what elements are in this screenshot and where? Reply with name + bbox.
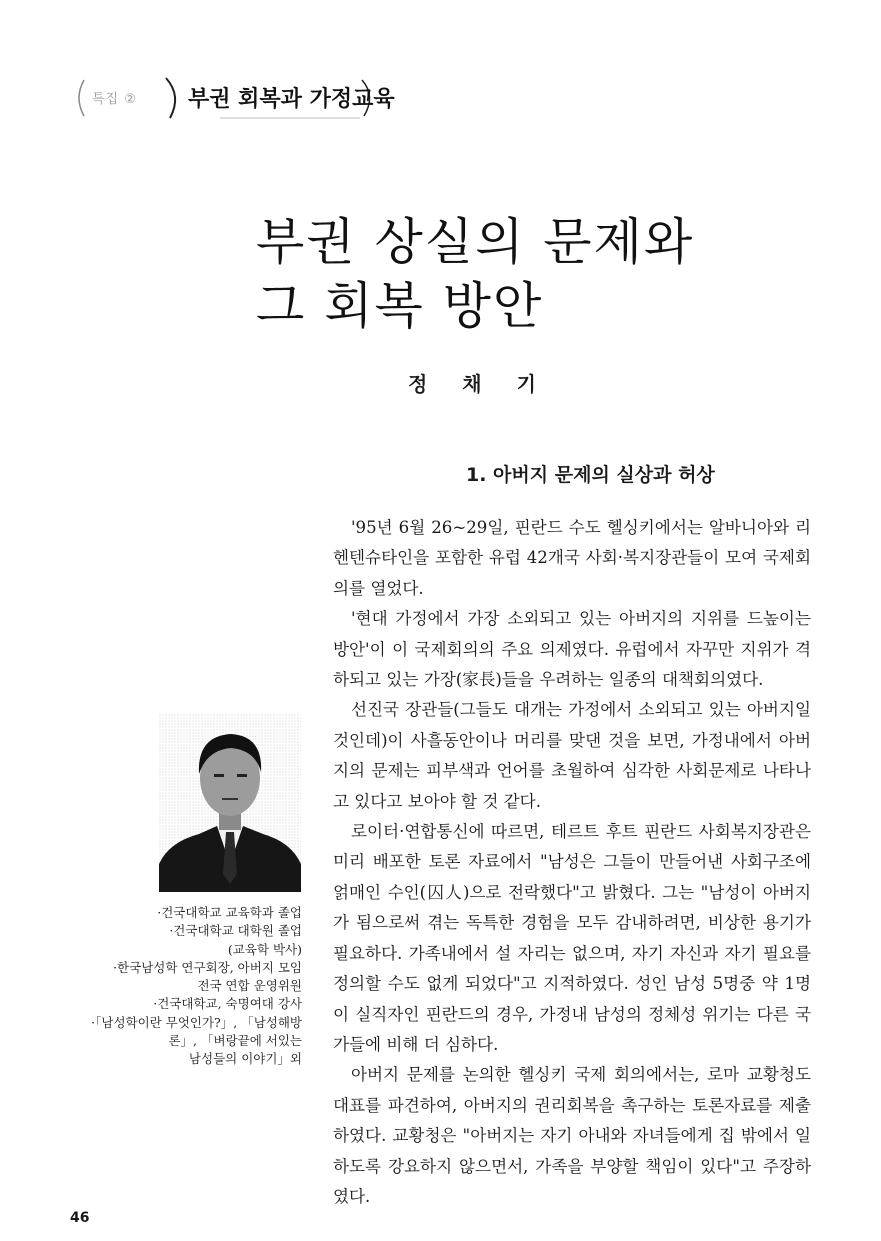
- bio-line: 론」, 「벼랑끝에 서있는: [168, 1033, 302, 1049]
- bio-line: 남성들의 이야기」외: [188, 1051, 302, 1067]
- bio-line: ·건국대학교 교육학과 졸업: [157, 905, 302, 920]
- body-paragraph: 로이터·연합통신에 따르면, 테르트 후트 핀란드 사회복지장관은 미리 배포한 토론 자료에서 "남성은 그들이 만들어낸 사회구조에 얽매인 수인(囚人)으로 전락했다"고 밝혔다. 그는 "남성이 아버지가 됨으로써 겪는 독특한 경험을 모두 감내하려면, 비상한 용기가 필요하다. 가족내에서 설 자리는 없으며, 자기 자신과 자기 필요를 정의할 수도 없게 되었다"고 지적하였다. 성인 남성 5명중 약 1명이 실직자인 핀란드의 경우, 가정내 남성의 정체성 위기는 다른 국가들에 비해 더 심하다.: [333, 822, 811, 1054]
- bio-line: ·한국남성학 연구회장, 아버지 모임: [113, 959, 302, 975]
- author-name: 정 채 기: [408, 372, 550, 396]
- bio-line: 전국 연합 운영위원: [197, 978, 302, 994]
- series-label: 특집 ②: [92, 92, 137, 107]
- author-photo: [159, 714, 301, 892]
- body-paragraph: 아버지 문제를 논의한 헬싱키 국제 회의에서는, 로마 교황청도 대표를 파견하여, 아버지의 권리회복을 촉구하는 토론자료를 제출하였다. 교황청은 "아버지는 자기 아내와 자녀들에게 집 밖에서 일하도록 강요하지 않으면서, 가족을 부양할 책임이 있다"고 주장하였다.: [333, 1065, 811, 1206]
- section-heading: 1. 아버지 문제의 실상과 허상: [466, 464, 715, 486]
- article-title: [256, 210, 694, 338]
- article-body: [333, 513, 811, 1212]
- series-header: [70, 74, 400, 122]
- article-title-line-2: 그 회복 방안: [256, 277, 544, 335]
- body-paragraph: 선진국 장관들(그들도 대개는 가정에서 소외되고 있는 아버지일 것인데)이 사흘동안이나 머리를 맞댄 것을 보면, 가정내에서 아버지의 문제는 피부색과 언어를 초월하여 심각한 사회문제로 나타나고 있다고 보아야 할 것 같다.: [333, 700, 811, 811]
- body-paragraph: '현대 가정에서 가장 소외되고 있는 아버지의 지위를 드높이는 방안'이 이 국제회의의 주요 의제였다. 유럽에서 자꾸만 지위가 격하되고 있는 가장(家長)들을 우려하는 일종의 대책회의였다.: [333, 609, 811, 690]
- bio-line: ·「남성학이란 무엇인가?」, 「남성해방: [91, 1014, 302, 1030]
- page-number: 46: [70, 1210, 90, 1226]
- body-paragraph: '95년 6월 26~29일, 핀란드 수도 헬싱키에서는 알바니아와 리헨텐슈타인을 포함한 유럽 42개국 사회·복지장관들이 모여 국제회의를 열었다.: [333, 518, 811, 598]
- author-bio: [70, 904, 302, 1069]
- bio-line: (교육학 박사): [227, 941, 302, 957]
- article-title-line-1: 부권 상실의 문제와: [256, 213, 695, 271]
- bio-line: ·건국대학교 대학원 졸업: [169, 923, 302, 939]
- bio-line: ·건국대학교, 숙명여대 강사: [153, 996, 302, 1012]
- series-theme: 부권 회복과 가정교육: [188, 87, 395, 112]
